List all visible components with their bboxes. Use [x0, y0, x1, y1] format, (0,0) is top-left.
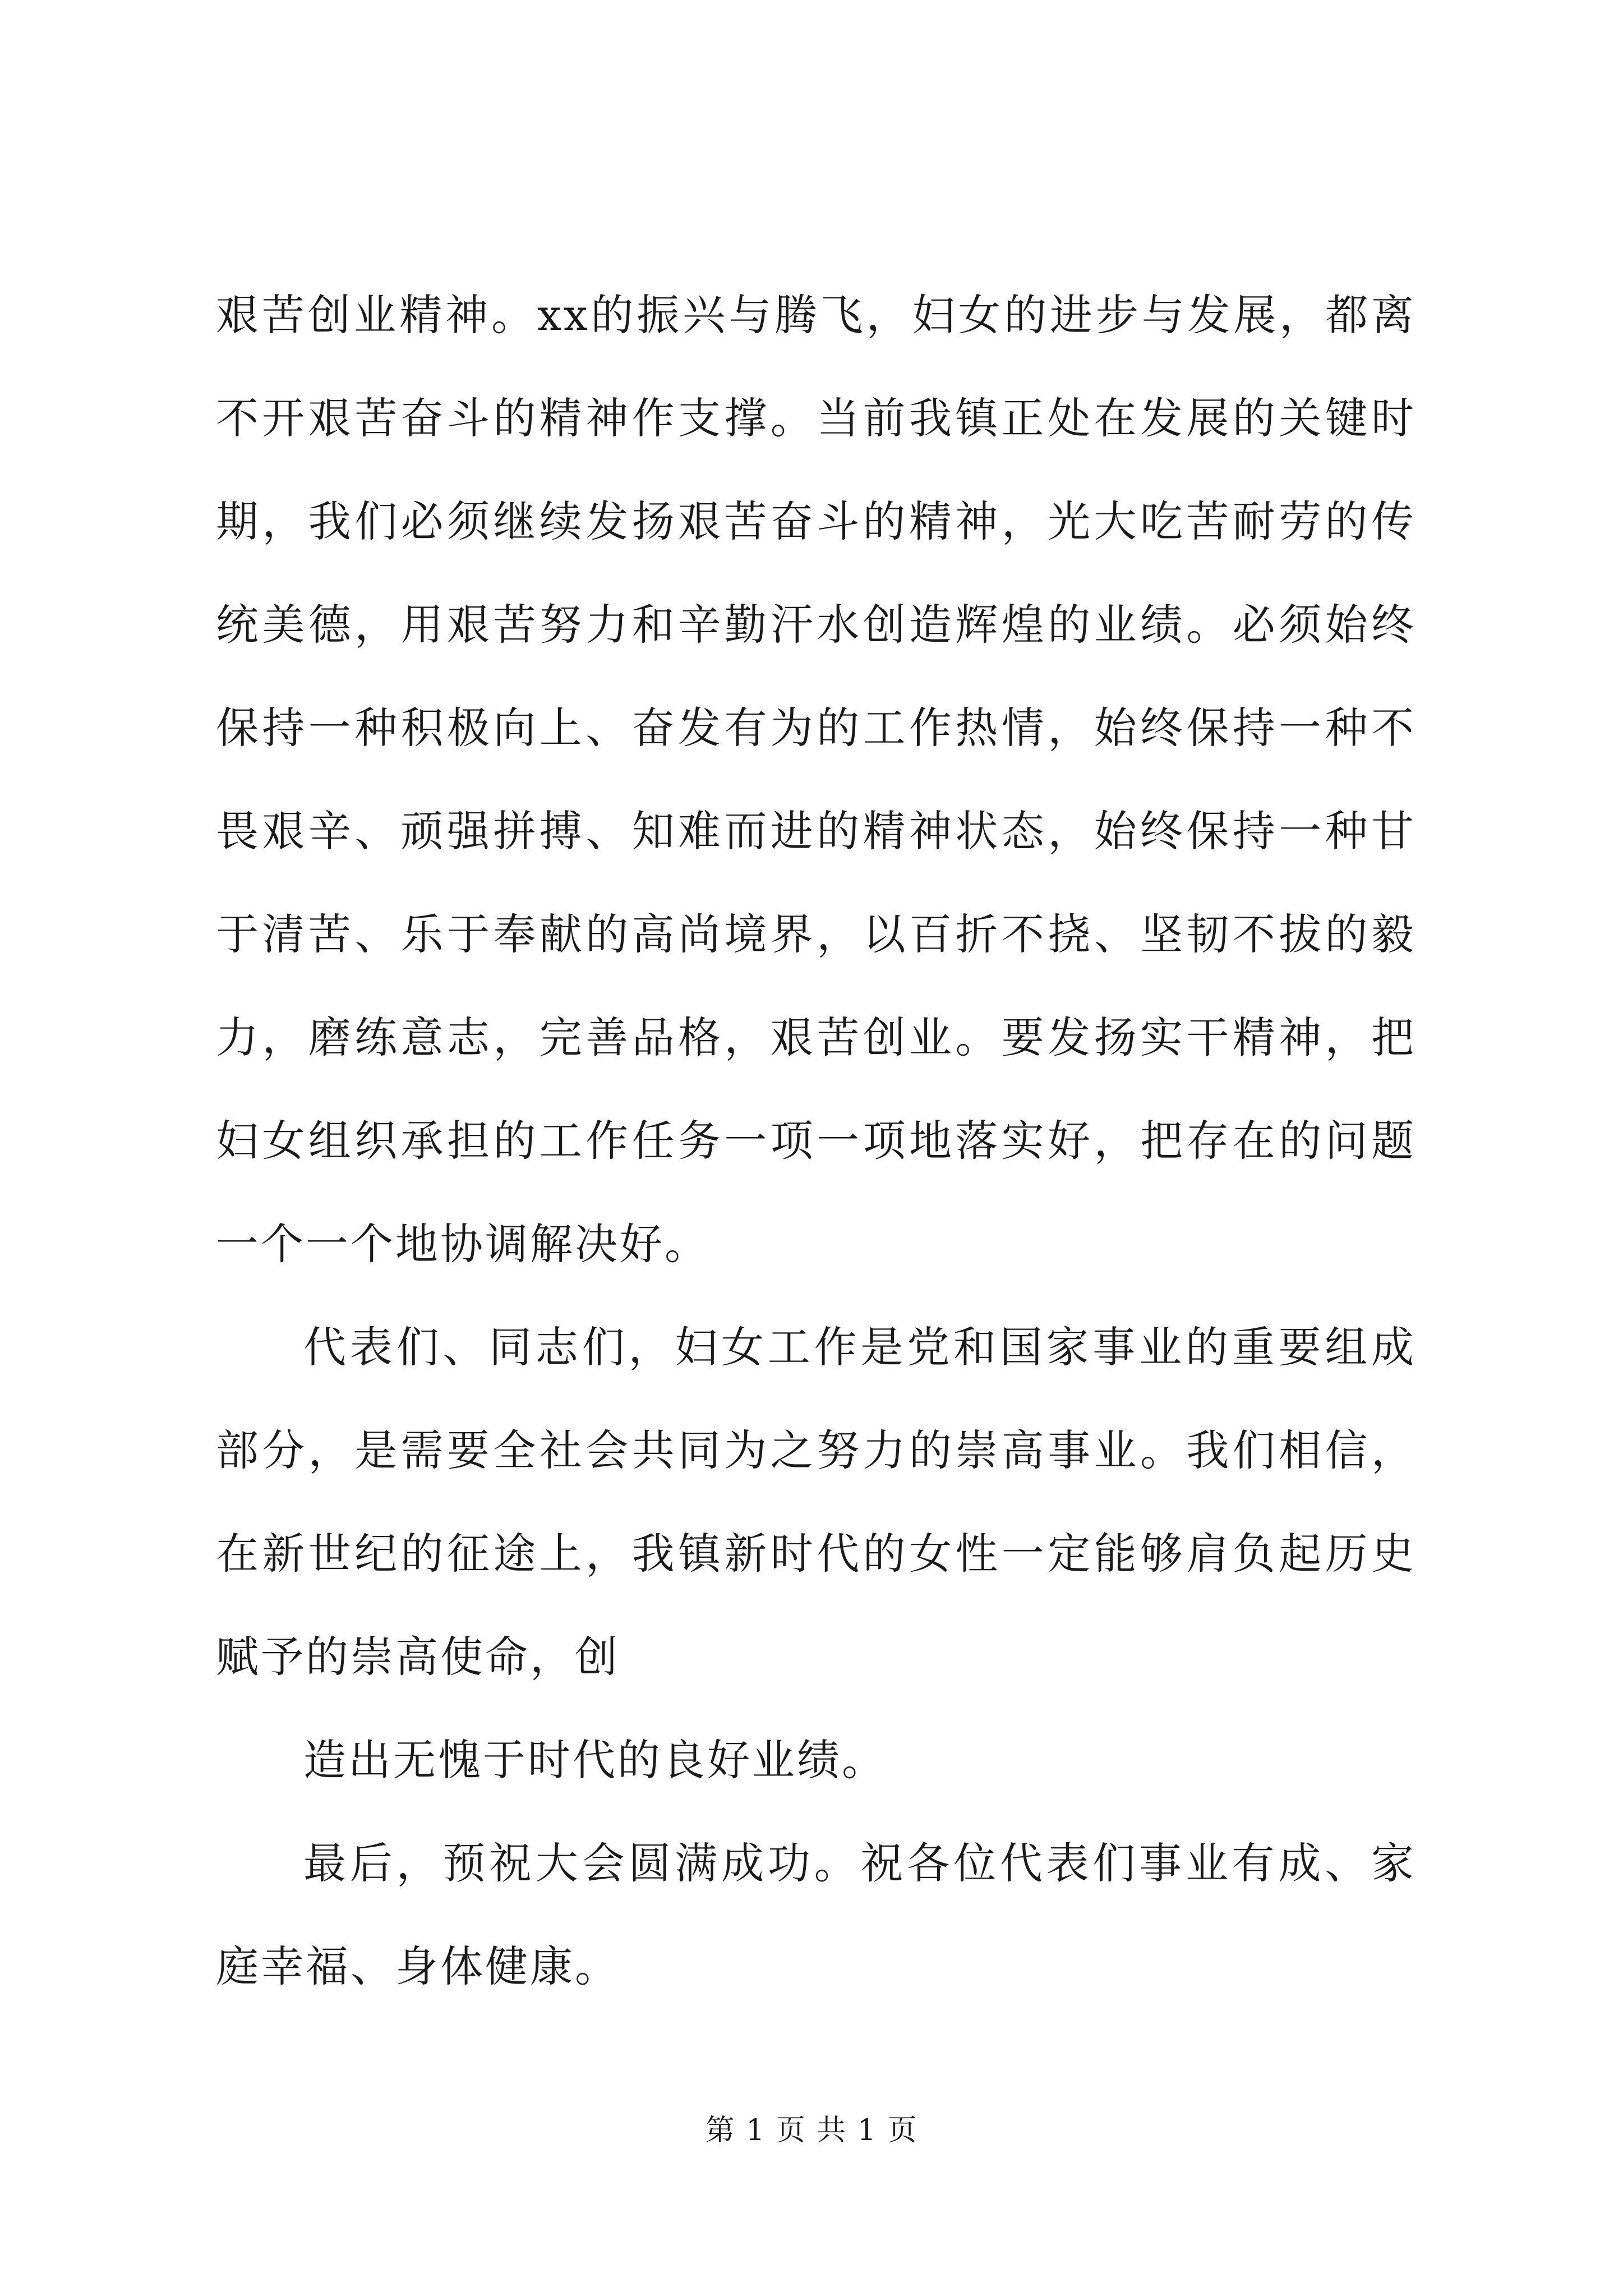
- paragraph-closing: 最后，预祝大会圆满成功。祝各位代表们事业有成、家庭幸福、身体健康。: [216, 1838, 1416, 1991]
- paragraph-address: 代表们、同志们，妇女工作是党和国家事业的重要组成部分，是需要全社会共同为之努力的崇高事业。我们相信，在新世纪的征途上，我镇新时代的女性一定能够肩负起历史赋予的崇高使命，创: [216, 1322, 1416, 1682]
- page-number-footer: 第 1 页 共 1 页: [705, 2114, 918, 2147]
- paragraph-continuation-fragment: 造出无愧于时代的良好业绩。: [303, 1735, 887, 1785]
- paragraph-continuation: 艰苦创业精神。xx的振兴与腾飞，妇女的进步与发展，都离不开艰苦奋斗的精神作支撑。当前我镇正处在发展的关键时期，我们必须继续发扬艰苦奋斗的精神，光大吃苦耐劳的传统美德，用艰苦努力和辛勤汗水创造辉煌的业绩。必须始终保持一种积极向上、奋发有为的工作热情，始终保持一种不畏艰辛、顽强拼搏、知难而进的精神状态，始终保持一种甘于清苦、乐于奉献的高尚境界，以百折不挠、坚韧不拔的毅力，磨练意志，完善品格，艰苦创业。要发扬实干精神，把妇女组织承担的工作任务一项一项地落实好，把存在的问题一个一个地协调解决好。: [216, 290, 1416, 1269]
- document-body: [216, 264, 1416, 2018]
